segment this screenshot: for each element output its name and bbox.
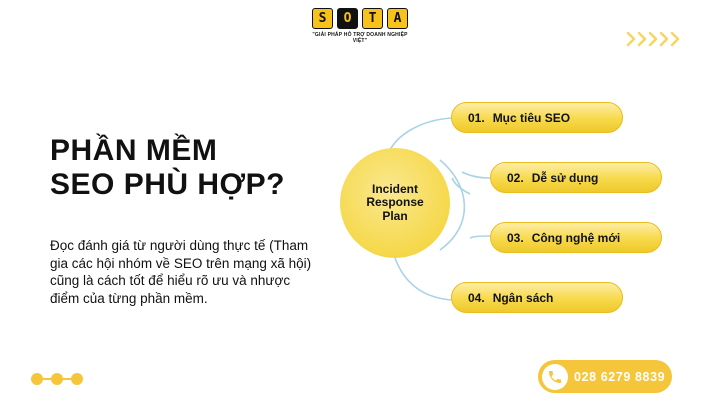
- phone-number: 028 6279 8839: [574, 369, 666, 384]
- item-label: Dễ sử dụng: [531, 170, 599, 185]
- logo-letter: T: [362, 8, 383, 29]
- diagram-item-2: [490, 162, 662, 193]
- phone-icon: [542, 364, 568, 390]
- item-number: 03.: [507, 230, 524, 245]
- diagram-item-1: [451, 102, 623, 133]
- item-number: 02.: [507, 170, 524, 185]
- item-number: 01.: [468, 110, 485, 125]
- connector-line: [452, 172, 490, 194]
- connector-line: [470, 236, 490, 238]
- connector-line: [390, 118, 452, 150]
- description-text: Đọc đánh giá từ người dùng thực tế (Tham gia các hội nhóm về SEO trên mạng xã hội) cũng là cách tốt để hiểu rõ ưu và nhược điểm của từng phần mềm.: [50, 238, 312, 306]
- logo-letter: O: [337, 8, 358, 29]
- item-label: Mục tiêu SEO: [492, 110, 571, 125]
- dots-decoration-icon: [30, 372, 86, 386]
- item-number: 04.: [468, 290, 485, 305]
- diagram-item-3: [490, 222, 662, 253]
- connector-line: [395, 258, 452, 300]
- diagram-item-4: [451, 282, 623, 313]
- title-line-1: PHẦN MỀM: [50, 134, 218, 167]
- item-label: Công nghệ mới: [531, 230, 621, 245]
- logo-letter: S: [312, 8, 333, 29]
- logo-tagline: "GIẢI PHÁP HỖ TRỢ DOANH NGHIỆP VIỆT": [312, 32, 408, 44]
- logo-letter: A: [387, 8, 408, 29]
- phone-contact-button[interactable]: [538, 360, 672, 393]
- item-label: Ngân sách: [492, 290, 554, 305]
- center-label: Incident Response Plan: [366, 181, 424, 223]
- title-line-2: SEO PHÙ HỢP?: [50, 168, 285, 201]
- center-circle: [340, 148, 450, 258]
